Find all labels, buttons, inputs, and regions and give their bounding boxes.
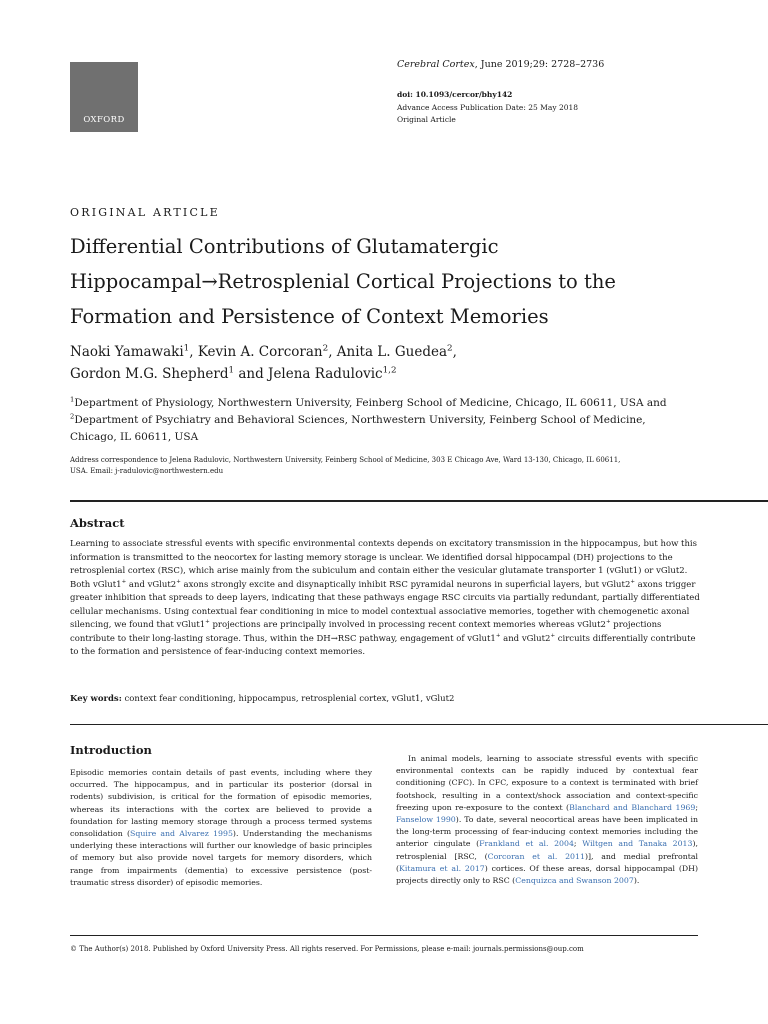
- citation-link[interactable]: Frankland et al. 2004: [479, 839, 574, 849]
- body-text: ;: [695, 802, 698, 812]
- body-text: In animal models, learning to associate stressful events with specific environmental contexts can be rapidly induced by contextual fear conditioning (CFC). In CFC, exposure to a context is terminated with brief footshock, resulting in a context/shock association and context-specific freezing upon re-exposure to the context (: [396, 754, 698, 812]
- title-line: Differential Contributions of Glutamatergic: [70, 235, 499, 258]
- superscript-plus: +: [495, 632, 501, 639]
- author: [70, 344, 198, 360]
- body-text: ), retrosplenial [RSC, (: [396, 839, 699, 861]
- journal-name: Cerebral Cortex: [397, 59, 475, 70]
- abstract-segment: axons trigger greater inhibition that spreads to deep layers, indicating that these pathways engage RSC circuits via partially redundant, partially differentiated cellular mechanisms. Using contextual fear conditioning in mice to model contextual associative memories, together with chemogenetic axonal silencing, we found that vGlut1: [70, 579, 700, 630]
- citation-link[interactable]: Fanselow 1990: [396, 815, 456, 825]
- author-affiliation-mark: 2: [447, 343, 453, 354]
- abstract-segment: projections are principally involved in processing recent context memories whereas vGlut2: [209, 620, 606, 630]
- superscript-plus: +: [205, 619, 210, 626]
- superscript-plus: +: [550, 632, 556, 639]
- author-affiliation-mark: 1: [228, 365, 235, 376]
- copyright-footer: © The Author(s) 2018. Published by Oxford University Press. All rights reserved. For Permissions, please e-mail: journals.permissions@oup.com: [70, 945, 584, 953]
- affiliation-text: Chicago, IL 60611, USA: [70, 431, 199, 443]
- advance-access-date: Advance Access Publication Date: 25 May 2018: [397, 103, 579, 112]
- abstract-text: [70, 538, 700, 660]
- affiliation: [70, 412, 710, 429]
- author: [198, 344, 337, 360]
- journal-citation: [397, 59, 604, 70]
- article-type: Original Article: [397, 115, 456, 124]
- author-affiliation-mark: 1: [183, 343, 190, 354]
- correspondence: [70, 455, 700, 477]
- logo-text: OXFORD: [83, 115, 125, 125]
- keywords-text: context fear conditioning, hippocampus, retrosplenial cortex, vGlut1, vGlut2: [121, 694, 455, 704]
- author-affiliation-mark: 1,2: [382, 365, 397, 376]
- citation-link[interactable]: Squire and Alvarez 1995: [130, 829, 233, 839]
- section-label: ORIGINAL ARTICLE: [70, 206, 220, 219]
- affiliation: [70, 395, 710, 412]
- superscript-plus: +: [630, 578, 635, 585]
- introduction-right-column: [396, 753, 698, 887]
- author-name: Jelena Radulovic: [268, 366, 383, 382]
- citation-link[interactable]: Corcoran et al. 2011: [487, 851, 585, 861]
- author: [337, 344, 457, 360]
- body-text: ). Understanding the mechanisms underlying these interactions will further our knowledge of basic principles of memory but also provide novel targets for memory disorders, which range from impairments (dementia) to excessive persistence (post-traumatic stress disorder) of episodic memories.: [70, 829, 372, 887]
- author-name: Naoki Yamawaki: [70, 344, 184, 360]
- keywords-label: Key words:: [70, 694, 122, 704]
- keywords: [70, 693, 700, 706]
- correspondence-email[interactable]: USA. Email: j-radulovic@northwestern.edu: [70, 467, 224, 475]
- body-text: ).: [633, 876, 640, 886]
- superscript-plus: +: [176, 578, 181, 585]
- affiliations: [70, 395, 710, 446]
- journal-issue: , June 2019;29: 2728–2736: [474, 59, 605, 70]
- affiliation-number: 2: [70, 412, 75, 421]
- citation-link[interactable]: Cenquizca and Swanson 2007: [515, 876, 634, 886]
- introduction-heading: Introduction: [70, 743, 152, 757]
- body-text: ;: [573, 839, 583, 849]
- introduction-left-column: [70, 767, 372, 889]
- abstract-segment: circuits differentially contribute to the formation and persistence of fear-inducing context memories.: [70, 633, 696, 657]
- correspondence-line: Address correspondence to Jelena Radulovic, Northwestern University, Feinberg School of Medicine, 303 E Chicago Ave, Ward 13-130, Chicago, IL 60611,: [70, 456, 621, 464]
- citation-link[interactable]: Wiltgen and Tanaka 2013: [582, 839, 693, 849]
- oxford-logo: [70, 62, 138, 132]
- affiliation-text: Department of Psychiatry and Behavioral Sciences, Northwestern University, Feinberg School of Medicine,: [74, 414, 646, 426]
- author-separator: and: [234, 366, 269, 382]
- article-title: [70, 229, 710, 334]
- author-separator: ,: [189, 344, 198, 360]
- author: [70, 366, 268, 382]
- affiliation-text: Department of Physiology, Northwestern University, Feinberg School of Medicine, Chicago, IL 60611, USA and: [74, 397, 667, 409]
- abstract-segment: projections contribute to their long-lasting storage. Thus, within the DH→RSC pathway, engagement of vGlut1: [70, 620, 662, 644]
- divider: [70, 724, 768, 725]
- author-separator: ,: [452, 344, 457, 360]
- author-name: Anita L. Guedea: [336, 344, 448, 360]
- affiliation: [70, 429, 710, 446]
- title-line: Formation and Persistence of Context Memories: [70, 305, 549, 328]
- abstract-heading: Abstract: [70, 516, 125, 530]
- abstract-segment: Learning to associate stressful events with specific environmental contexts depends on excitatory transmission in the hippocampus, but how this information is transmitted to the neocortex for lasting memory storage is unclear. We identified dorsal hippocampal (DH) projections to the retrosplenial cortex (RSC), which arise mainly from the subiculum and contain either the vesicular glutamate transporter 1 (vGlut1) or vGlut2. Both vGlut1: [70, 539, 698, 590]
- body-text: ) cortices. Of these areas, dorsal hippocampal (DH) projects directly only to RSC (: [396, 863, 698, 886]
- body-text: ). To date, several neocortical areas have been implicated in the long-term processing of fear-inducing context memories including the anterior cingulate (: [396, 815, 698, 849]
- affiliation-number: 1: [70, 395, 75, 404]
- body-text: )], and medial prefrontal (: [396, 851, 698, 873]
- author-separator: ,: [328, 344, 337, 360]
- author-name: Gordon M.G. Shepherd: [70, 366, 229, 382]
- superscript-plus: +: [605, 619, 611, 626]
- abstract-segment: and vGlut2: [126, 579, 177, 590]
- footer-divider: [70, 935, 698, 936]
- divider: [70, 500, 768, 502]
- author-name: Kevin A. Corcoran: [197, 344, 323, 360]
- superscript-plus: +: [121, 578, 127, 585]
- author: [268, 366, 397, 382]
- author-list: [70, 341, 710, 385]
- doi[interactable]: doi: 10.1093/cercor/bhy142: [397, 90, 513, 99]
- title-line: Hippocampal→Retrosplenial Cortical Projections to the: [70, 270, 616, 293]
- citation-link[interactable]: Blanchard and Blanchard 1969: [569, 802, 696, 812]
- abstract-segment: and vGlut2: [500, 633, 551, 644]
- author-affiliation-mark: 2: [322, 343, 329, 354]
- citation-link[interactable]: Kitamura et al. 2017: [399, 863, 485, 873]
- abstract-segment: axons strongly excite and disynaptically inhibit RSC pyramidal neurons in superficial layers, but vGlut2: [180, 579, 631, 590]
- body-text: Episodic memories contain details of past events, including where they occurred. The hippocampus, and in particular its posterior (dorsal in rodents) subdivision, is critical for the formation of episodic memories, whereas its interactions with the cortex are believed to provide a foundation for lasting memory storage through a process termed systems consolidation (: [70, 768, 372, 839]
